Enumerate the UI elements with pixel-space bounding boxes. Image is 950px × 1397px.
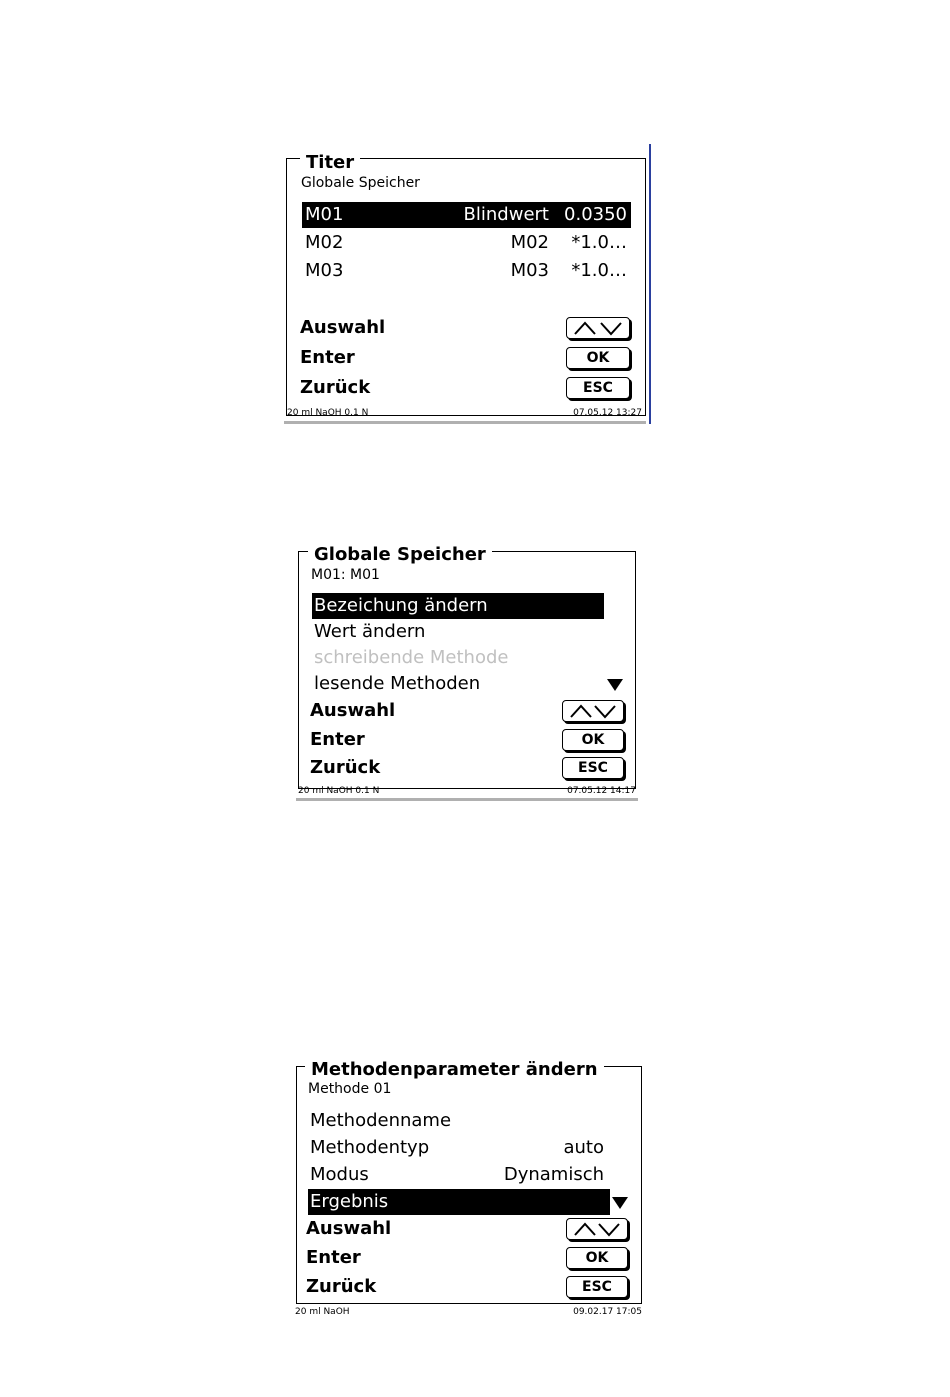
memory-label: Blindwert (463, 204, 549, 225)
action-enter-label: Enter (306, 1247, 361, 1268)
menu-item-reading-methods[interactable] (312, 671, 604, 697)
memory-value: *1.0… (571, 260, 627, 281)
memory-label: M03 (510, 260, 549, 281)
titer-screen (284, 150, 652, 430)
menu-item-label: schreibende Methode (314, 647, 509, 668)
memory-label: M02 (510, 232, 549, 253)
param-value: Dynamisch (503, 1164, 604, 1185)
scroll-down-icon[interactable] (612, 1197, 628, 1209)
up-down-arrows-icon (567, 703, 619, 719)
param-row-result[interactable] (308, 1189, 610, 1215)
status-method: 20 ml NaOH 0.1 N (287, 408, 369, 418)
param-row-mode[interactable] (308, 1162, 608, 1188)
param-label: Methodenname (310, 1110, 452, 1131)
global-memory-screen (296, 543, 642, 805)
param-row-method-type[interactable] (308, 1135, 608, 1161)
ok-button[interactable]: OK (566, 347, 630, 369)
param-label: Modus (310, 1164, 369, 1185)
param-value: auto (563, 1137, 604, 1158)
param-label: Methodentyp (310, 1137, 430, 1158)
menu-item-rename[interactable] (312, 593, 604, 619)
status-bar (284, 421, 646, 424)
memory-row-m03[interactable] (302, 258, 631, 284)
menu-item-label: Bezeichung ändern (314, 595, 488, 616)
param-label: Ergebnis (310, 1191, 389, 1212)
action-enter-label: Enter (300, 347, 355, 368)
ok-button[interactable]: OK (562, 729, 624, 751)
memory-value: *1.0… (571, 232, 627, 253)
esc-button[interactable]: ESC (566, 377, 630, 399)
memory-id: M03 (305, 260, 344, 281)
status-bar (296, 798, 638, 801)
memory-id: M02 (305, 232, 344, 253)
status-datetime: 09.02.17 17:05 (573, 1307, 642, 1317)
scroll-down-icon[interactable] (607, 679, 623, 691)
method-parameters-title: Methodenparameter ändern (305, 1060, 604, 1080)
status-method: 20 ml NaOH 0.1 N (298, 786, 380, 796)
global-memory-title: Globale Speicher (308, 545, 492, 565)
memory-value: 0.0350 (564, 204, 627, 225)
param-row-method-name[interactable] (308, 1108, 608, 1134)
memory-row-m01[interactable] (302, 202, 631, 228)
global-memory-subtitle: M01: M01 (311, 567, 380, 583)
up-down-arrows-button[interactable] (566, 1218, 628, 1240)
action-auswahl-label: Auswahl (300, 317, 386, 338)
method-parameters-subtitle: Methode 01 (308, 1081, 392, 1097)
action-zurueck-label: Zurück (306, 1276, 377, 1297)
action-auswahl-label: Auswahl (306, 1218, 392, 1239)
action-enter-label: Enter (310, 729, 365, 750)
up-down-arrows-button[interactable] (566, 317, 630, 339)
menu-item-writing-method (312, 645, 604, 671)
up-down-arrows-icon (571, 1221, 623, 1237)
menu-item-change-value[interactable] (312, 619, 604, 645)
menu-item-label: Wert ändern (314, 621, 426, 642)
status-datetime: 07.05.12 14:17 (567, 786, 636, 796)
method-parameters-screen (294, 1060, 646, 1322)
memory-row-m02[interactable] (302, 230, 631, 256)
titer-title: Titer (300, 153, 360, 173)
menu-item-label: lesende Methoden (314, 673, 481, 694)
status-datetime: 07.05.12 13:27 (573, 408, 642, 418)
esc-button[interactable]: ESC (566, 1276, 628, 1298)
titer-subtitle: Globale Speicher (301, 175, 420, 191)
action-zurueck-label: Zurück (310, 757, 381, 778)
memory-id: M01 (305, 204, 344, 225)
action-zurueck-label: Zurück (300, 377, 371, 398)
action-auswahl-label: Auswahl (310, 700, 396, 721)
window-edge-line (649, 144, 651, 424)
ok-button[interactable]: OK (566, 1247, 628, 1269)
esc-button[interactable]: ESC (562, 757, 624, 779)
up-down-arrows-icon (571, 320, 625, 336)
up-down-arrows-button[interactable] (562, 700, 624, 722)
status-method: 20 ml NaOH (295, 1307, 350, 1317)
